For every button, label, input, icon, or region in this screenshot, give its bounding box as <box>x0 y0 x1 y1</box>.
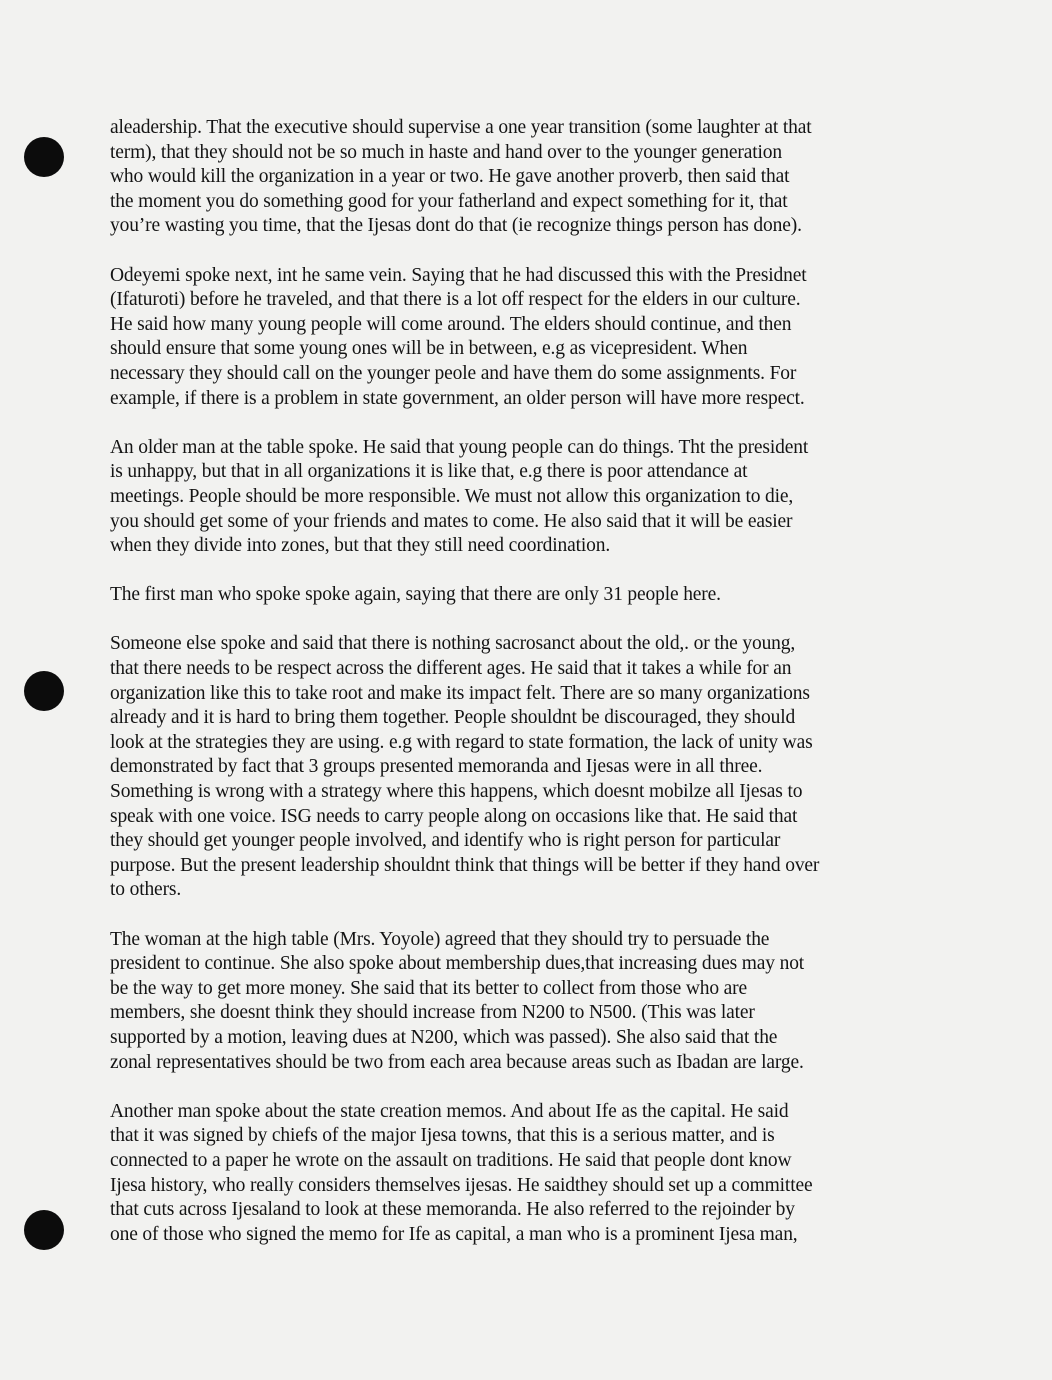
paragraph <box>110 928 940 1076</box>
text-line: one of those who signed the memo for Ife as capital, a man who is a prominent Ijesa man, <box>110 1223 798 1245</box>
text-line: An older man at the table spoke. He said that young people can do things. Tht the president <box>110 436 809 458</box>
text-line: He said how many young people will come around. The elders should continue, and then <box>110 313 792 335</box>
paragraph <box>110 116 940 239</box>
text-line: demonstrated by fact that 3 groups presented memoranda and Ijesas were in all three. <box>110 756 763 778</box>
text-line: example, if there is a problem in state government, an older person will have more respect. <box>110 387 805 409</box>
text-line: The first man who spoke spoke again, saying that there are only 31 people here. <box>110 584 721 606</box>
paragraph <box>110 264 940 412</box>
text-line: speak with one voice. ISG needs to carry people along on occasions like that. He said that <box>110 805 798 827</box>
text-line: purpose. But the present leadership shouldnt think that things will be better if they hand over <box>110 854 820 876</box>
document-body <box>110 116 940 1272</box>
text-line: Someone else spoke and said that there is nothing sacrosanct about the old,. or the young, <box>110 633 796 655</box>
punch-hole-top <box>24 137 64 177</box>
text-line: already and it is hard to bring them together. People shouldnt be discouraged, they should <box>110 707 796 729</box>
text-line: the moment you do something good for your fatherland and expect something for it, that <box>110 190 788 212</box>
text-line: you’re wasting you time, that the Ijesas dont do that (ie recognize things person has done). <box>110 215 802 237</box>
text-line: should ensure that some young ones will be in between, e.g as vicepresident. When <box>110 338 748 360</box>
paragraph <box>110 583 940 608</box>
text-line: president to continue. She also spoke about membership dues,that increasing dues may not <box>110 953 805 975</box>
text-line: supported by a motion, leaving dues at N200, which was passed). She also said that the <box>110 1026 778 1048</box>
text-line: is unhappy, but that in all organizations it is like that, e.g there is poor attendance at <box>110 461 748 483</box>
text-line: aleadership. That the executive should supervise a one year transition (some laughter at that <box>110 117 812 138</box>
text-line: look at the strategies they are using. e.g with regard to state formation, the lack of unity was <box>110 731 813 753</box>
text-line: that it was signed by chiefs of the major Ijesa towns, that this is a serious matter, and is <box>110 1125 775 1147</box>
text-line: connected to a paper he wrote on the assault on traditions. He said that people dont know <box>110 1149 792 1171</box>
text-line: they should get younger people involved, and identify who is right person for particular <box>110 830 781 852</box>
text-line: (Ifaturoti) before he traveled, and that there is a lot off respect for the elders in our culture. <box>110 289 801 311</box>
text-line: Ijesa history, who really considers themselves ijesas. He saidthey should set up a committee <box>110 1174 813 1196</box>
text-line: Something is wrong with a strategy where this happens, which doesnt mobilze all Ijesas to <box>110 781 803 803</box>
paragraph <box>110 632 940 903</box>
text-line: members, she doesnt think they should increase from N200 to N500. (This was later <box>110 1002 755 1024</box>
text-line: that cuts across Ijesaland to look at these memoranda. He also referred to the rejoinder by <box>110 1199 795 1221</box>
punch-hole-middle <box>24 671 64 711</box>
text-line: who would kill the organization in a year or two. He gave another proverb, then said that <box>110 166 790 188</box>
text-line: that there needs to be respect across the different ages. He said that it takes a while for an <box>110 658 792 680</box>
text-line: term), that they should not be so much in haste and hand over to the younger generation <box>110 141 782 163</box>
paragraph <box>110 1100 940 1248</box>
text-line: you should get some of your friends and mates to come. He also said that it will be easier <box>110 510 793 532</box>
text-line: Another man spoke about the state creation memos. And about Ife as the capital. He said <box>110 1100 789 1122</box>
text-line: zonal representatives should be two from each area because areas such as Ibadan are large. <box>110 1051 804 1073</box>
text-line: when they divide into zones, but that they still need coordination. <box>110 535 611 557</box>
text-line: be the way to get more money. She said that its better to collect from those who are <box>110 977 748 999</box>
text-line: to others. <box>110 879 182 901</box>
paragraph <box>110 436 940 559</box>
text-line: meetings. People should be more responsible. We must not allow this organization to die, <box>110 485 794 507</box>
text-line: Odeyemi spoke next, int he same vein. Saying that he had discussed this with the Presidnet <box>110 264 807 286</box>
text-line: necessary they should call on the younger peole and have them do some assignments. For <box>110 362 797 384</box>
punch-hole-bottom <box>24 1210 64 1250</box>
text-line: The woman at the high table (Mrs. Yoyole) agreed that they should try to persuade the <box>110 928 770 950</box>
text-line: organization like this to take root and make its impact felt. There are so many organizations <box>110 682 810 704</box>
